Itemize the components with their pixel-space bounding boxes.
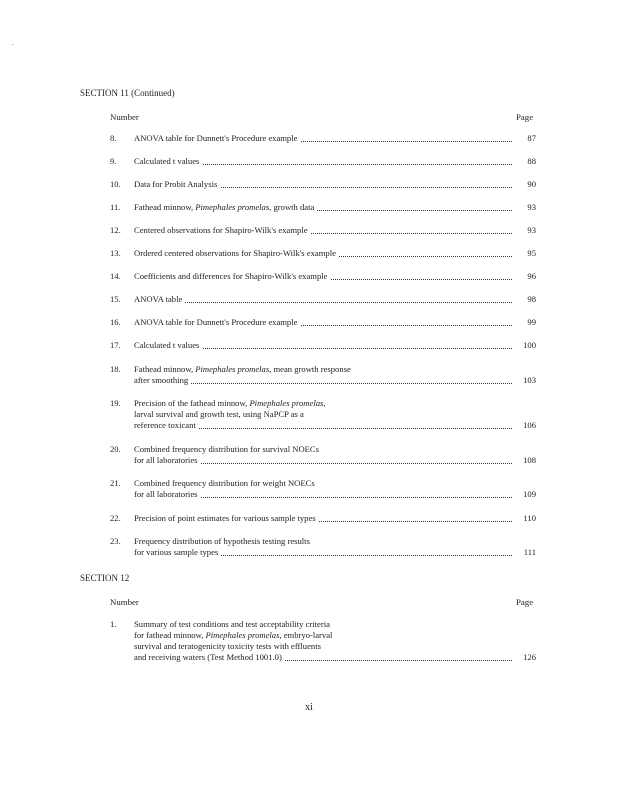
toc-entry-title [134,248,538,259]
toc-entry-page: 98 [524,294,536,305]
toc-entry-title-line: for fathead minnow, Pimephales promelas, embryo-larval [134,630,333,640]
toc-entry-page: 96 [524,271,536,282]
toc-entry-number: 11. [110,202,121,212]
toc-entry-title-line: Calculated t values [134,156,202,166]
toc-entry-title-line: survival and teratogenicity toxicity tests with effluents [134,641,321,651]
toc-entry-number: 12. [110,225,121,235]
toc-entry-page: 93 [524,202,536,213]
dot-leader [134,302,512,303]
toc-entry-number: 9. [110,156,117,166]
toc-entry-title [134,444,538,466]
toc-entry-number: 22. [110,513,121,523]
toc-entry-title-line: for all laboratories [134,455,200,465]
page-number-footer: xi [305,702,313,713]
toc-entry-title-line: ANOVA table for Dunnett's Procedure example [134,317,300,327]
toc-entry-page: 93 [524,225,536,236]
toc-entry-page: 88 [524,156,536,167]
toc-entry-number: 15. [110,294,121,304]
toc-entry-number: 14. [110,271,121,281]
section-11-page-header: Page [516,112,534,122]
toc-entry-number: 23. [110,536,121,546]
toc-entry-title-line: after smoothing [134,375,191,385]
toc-entry-title [134,478,538,500]
toc-entry-page: 109 [520,489,536,500]
toc-entry-title [134,513,538,524]
toc-entry-page: 106 [520,420,536,431]
toc-entry-page: 99 [524,317,536,328]
section-11-number-header: Number [110,112,139,122]
toc-entry-number: 16. [110,317,121,327]
toc-entry-title-line: reference toxicant [134,420,199,430]
toc-entry-title-line: Combined frequency distribution for survival NOECs [134,444,319,454]
toc-entry-title [134,340,538,351]
toc-entry-page: 90 [524,179,536,190]
toc-entry-number: 18. [110,364,121,374]
toc-entry-title-line: ANOVA table [134,294,185,304]
toc-entry-title-line: for various sample types [134,547,221,557]
toc-entry-title-line: for all laboratories [134,489,200,499]
toc-entry-page: 111 [521,547,536,558]
toc-entry-page: 110 [520,513,536,524]
toc-entry-page: 108 [520,455,536,466]
toc-entry-title-line: ANOVA table for Dunnett's Procedure example [134,133,300,143]
toc-entry-title-line: larval survival and growth test, using NaPCP as a [134,409,304,419]
scan-speck [12,44,13,45]
toc-entry-title [134,364,538,386]
toc-entry-title [134,398,538,431]
toc-entry-title [134,317,538,328]
toc-entry-page: 100 [520,340,536,351]
toc-entry-title-line: Fathead minnow, Pimephales promelas, mean growth response [134,364,351,374]
toc-entry-number: 21. [110,478,121,488]
toc-entry-title-line: Fathead minnow, Pimephales promelas, growth data [134,202,317,212]
toc-entry-title-line: Calculated t values [134,340,202,350]
toc-entry-number: 8. [110,133,117,143]
section-12-page-header: Page [516,597,534,607]
toc-entry-title-line: Centered observations for Shapiro-Wilk's example [134,225,311,235]
toc-entry-title-line: and receiving waters (Test Method 1001.0) [134,652,285,662]
toc-entry-title-line: Combined frequency distribution for weight NOECs [134,478,315,488]
toc-entry-title [134,271,538,282]
toc-entry-title [134,133,538,144]
toc-entry-number: 10. [110,179,121,189]
toc-entry-title-line: Summary of test conditions and test acceptability criteria [134,619,330,629]
toc-entry-title [134,179,538,190]
toc-entry-title [134,225,538,236]
toc-entry-title-line: Data for Probit Analysis [134,179,220,189]
toc-entry-number: 13. [110,248,121,258]
toc-entry-title [134,536,538,558]
toc-entry-title-line: Ordered centered observations for Shapiro-Wilk's example [134,248,339,258]
toc-entry-number: 17. [110,340,121,350]
section-11-heading: SECTION 11 (Continued) [80,88,175,98]
section-12-number-header: Number [110,597,139,607]
toc-entry-title-line: Coefficients and differences for Shapiro-Wilk's example [134,271,330,281]
toc-entry-page: 103 [520,375,536,386]
toc-entry-number: 19. [110,398,121,408]
toc-entry-title [134,202,538,213]
toc-entry-number: 1. [110,619,117,629]
toc-entry-title-line: Precision of the fathead minnow, Pimephales promelas, [134,398,326,408]
toc-entry-page: 87 [524,133,536,144]
toc-entry-title [134,156,538,167]
toc-entry-page: 126 [520,652,536,663]
toc-entry-title-line: Frequency distribution of hypothesis testing results [134,536,310,546]
toc-entry-title-line: Precision of point estimates for various sample types [134,513,319,523]
toc-entry-title [134,619,538,663]
toc-entry-title [134,294,538,305]
section-12-heading: SECTION 12 [80,573,130,583]
toc-entry-page: 95 [524,248,536,259]
toc-entry-number: 20. [110,444,121,454]
